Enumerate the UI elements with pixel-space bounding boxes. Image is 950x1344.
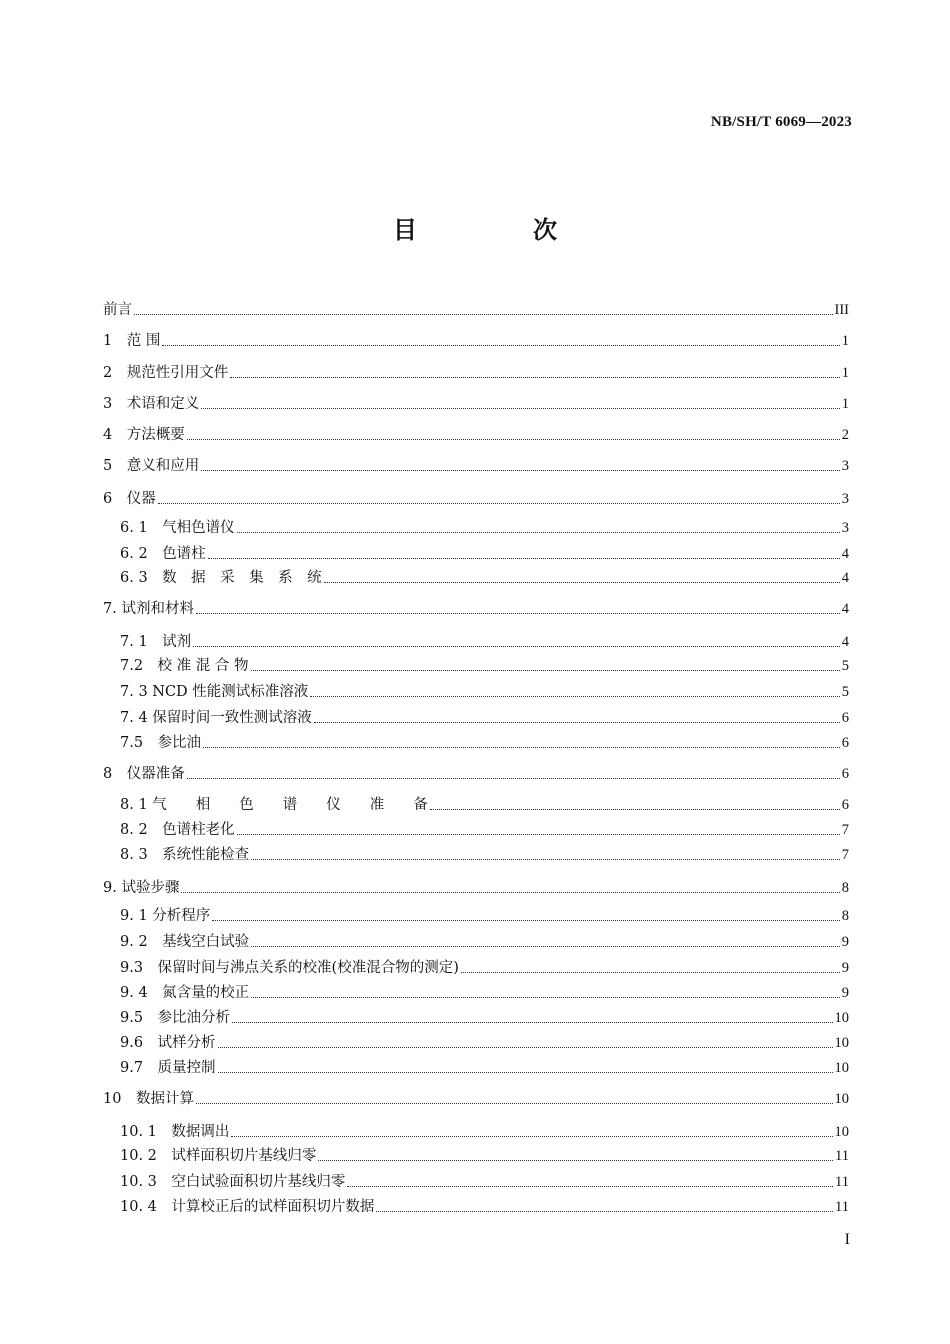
- toc-entry-page: 10: [834, 1060, 849, 1076]
- toc-entry-label: 2 规范性引用文件: [103, 365, 229, 381]
- dot-leader: [203, 746, 840, 748]
- toc-entry[interactable]: [120, 1144, 849, 1166]
- toc-entry-page: 6: [841, 735, 849, 751]
- dot-leader: [218, 1046, 833, 1048]
- dot-leader: [231, 1135, 832, 1137]
- toc-entry-label: 7.5 参比油: [120, 735, 202, 751]
- toc-entry-label: 5 意义和应用: [103, 458, 200, 474]
- dot-leader: [208, 557, 840, 559]
- toc-entry-page: 4: [841, 546, 849, 562]
- toc-entry[interactable]: [103, 298, 849, 320]
- dot-leader: [232, 1021, 832, 1023]
- dot-leader: [347, 1185, 833, 1187]
- toc-entry[interactable]: [120, 706, 849, 728]
- dot-leader: [134, 313, 833, 315]
- toc-entry[interactable]: [120, 981, 849, 1003]
- toc-entry-page: 1: [841, 333, 849, 349]
- toc-entry-label: 10. 4 计算校正后的试样面积切片数据: [120, 1199, 375, 1215]
- toc-entry-page: 7: [841, 822, 849, 838]
- toc-entry[interactable]: [120, 1195, 849, 1217]
- toc-entry-label: 8. 1 气 相 色 谱 仪 准 备: [120, 797, 428, 813]
- toc-entry[interactable]: [103, 454, 849, 476]
- toc-entry[interactable]: [120, 566, 849, 588]
- toc-entry-label: 8. 3 系统性能检查: [120, 847, 250, 863]
- toc-entry-page: III: [834, 302, 849, 318]
- toc-entry-label: 前言: [103, 302, 132, 318]
- toc-entry-label: 6. 3 数 据 采 集 系 统: [120, 570, 322, 586]
- toc-entry[interactable]: [120, 904, 849, 926]
- toc-entry-page: 3: [841, 491, 849, 507]
- toc-entry-page: 8: [841, 880, 849, 896]
- toc-entry-label: 10. 3 空白试验面积切片基线归零: [120, 1174, 346, 1190]
- dot-leader: [218, 1071, 833, 1073]
- page-title: 目 次: [393, 216, 603, 244]
- dot-leader: [201, 469, 840, 471]
- dot-leader: [212, 919, 839, 921]
- toc-entry[interactable]: [120, 1031, 849, 1053]
- toc-entry[interactable]: [120, 1056, 849, 1078]
- dot-leader: [158, 502, 840, 504]
- toc-entry-label: 4 方法概要: [103, 427, 185, 443]
- dot-leader: [237, 531, 840, 533]
- dot-leader: [251, 945, 840, 947]
- dot-leader: [314, 721, 840, 723]
- toc-entry-page: 10: [834, 1091, 849, 1107]
- toc-entry-page: 11: [835, 1148, 849, 1164]
- dot-leader: [181, 891, 839, 893]
- toc-entry-label: 9.3 保留时间与沸点关系的校准(校准混合物的测定): [120, 960, 459, 976]
- toc-entry[interactable]: [120, 793, 849, 815]
- dot-leader: [187, 777, 840, 779]
- toc-entry-label: 3 术语和定义: [103, 396, 200, 412]
- dot-leader: [196, 1102, 833, 1104]
- toc-entry-page: 4: [841, 570, 849, 586]
- toc-entry[interactable]: [103, 487, 849, 509]
- dot-leader: [193, 645, 840, 647]
- toc-entry-label: 9. 2 基线空白试验: [120, 934, 250, 950]
- toc-entry-label: 9.6 试样分析: [120, 1035, 216, 1051]
- toc-entry-page: 4: [841, 601, 849, 617]
- toc-entry-label: 9. 4 氮含量的校正: [120, 985, 250, 1001]
- toc-entry-page: 9: [841, 960, 849, 976]
- dot-leader: [251, 996, 840, 998]
- toc-entry-label: 6. 2 色谱柱: [120, 546, 206, 562]
- toc-entry-label: 7.2 校 准 混 合 物: [120, 658, 249, 674]
- toc-entry[interactable]: [120, 516, 849, 538]
- dot-leader: [162, 344, 839, 346]
- standard-code: NB/SH/T 6069—2023: [710, 114, 852, 130]
- toc-entry-label: 9. 试验步骤: [103, 880, 180, 896]
- toc-entry[interactable]: [120, 680, 849, 702]
- toc-entry[interactable]: [120, 956, 849, 978]
- toc-entry-page: 10: [834, 1124, 849, 1140]
- toc-entry-label: 10. 2 试样面积切片基线归零: [120, 1148, 317, 1164]
- dot-leader: [324, 581, 840, 583]
- toc-entry-label: 9.7 质量控制: [120, 1060, 216, 1076]
- toc-entry-label: 6. 1 气相色谱仪: [120, 520, 235, 536]
- toc-entry-page: 11: [835, 1174, 849, 1190]
- toc-entry[interactable]: [103, 762, 849, 784]
- toc-entry[interactable]: [103, 423, 849, 445]
- toc-entry-label: 8. 2 色谱柱老化: [120, 822, 235, 838]
- toc-entry[interactable]: [103, 361, 849, 383]
- toc-entry-page: 10: [834, 1035, 849, 1051]
- toc-entry-label: 9. 1 分析程序: [120, 908, 211, 924]
- dot-leader: [376, 1210, 833, 1212]
- toc-entry[interactable]: [103, 329, 849, 351]
- dot-leader: [310, 695, 839, 697]
- toc-entry-label: 7. 1 试剂: [120, 634, 192, 650]
- toc-entry-page: 9: [841, 985, 849, 1001]
- toc-entry-page: 6: [841, 797, 849, 813]
- dot-leader: [430, 808, 840, 810]
- toc-entry[interactable]: [120, 542, 849, 564]
- dot-leader: [201, 407, 840, 409]
- toc-entry-label: 7. 3 NCD 性能测试标准溶液: [120, 684, 309, 700]
- toc-entry-page: 6: [841, 710, 849, 726]
- toc-entry-page: 6: [841, 766, 849, 782]
- toc-entry-label: 6 仪器: [103, 491, 156, 507]
- toc-entry-page: 2: [841, 427, 849, 443]
- toc-entry-page: 5: [841, 684, 849, 700]
- toc-entry[interactable]: [120, 654, 849, 676]
- toc-entry-page: 4: [841, 634, 849, 650]
- toc-entry[interactable]: [103, 597, 849, 619]
- toc-entry-page: 11: [835, 1199, 849, 1215]
- toc-entry-page: 5: [841, 658, 849, 674]
- toc-entry-label: 1 范 围: [103, 333, 161, 349]
- dot-leader: [318, 1159, 833, 1161]
- toc-entry-page: 1: [841, 365, 849, 381]
- toc-entry[interactable]: [120, 843, 849, 865]
- dot-leader: [461, 971, 840, 973]
- toc-entry-page: 10: [834, 1010, 849, 1026]
- dot-leader: [251, 669, 840, 671]
- dot-leader: [230, 376, 840, 378]
- toc-entry-label: 10. 1 数据调出: [120, 1124, 230, 1140]
- page-number: I: [844, 1231, 850, 1248]
- toc-entry[interactable]: [120, 731, 849, 753]
- dot-leader: [237, 833, 840, 835]
- toc-entry[interactable]: [120, 1170, 849, 1192]
- toc-entry-page: 3: [841, 520, 849, 536]
- toc-entry-page: 9: [841, 934, 849, 950]
- toc-entry-label: 8 仪器准备: [103, 766, 185, 782]
- dot-leader: [187, 438, 840, 440]
- toc-entry-label: 10 数据计算: [103, 1091, 194, 1107]
- toc-entry[interactable]: [103, 392, 849, 414]
- toc-entry[interactable]: [120, 1120, 849, 1142]
- toc-entry[interactable]: [103, 1087, 849, 1109]
- toc-entry-page: 8: [841, 908, 849, 924]
- toc-entry-label: 9.5 参比油分析: [120, 1010, 231, 1026]
- toc-entry[interactable]: [120, 818, 849, 840]
- toc-entry[interactable]: [120, 930, 849, 952]
- toc-entry[interactable]: [120, 1006, 849, 1028]
- dot-leader: [251, 858, 840, 860]
- toc-entry-label: 7. 4 保留时间一致性测试溶液: [120, 710, 312, 726]
- dot-leader: [196, 612, 840, 614]
- toc-entry-label: 7. 试剂和材料: [103, 601, 194, 617]
- toc-entry[interactable]: [103, 876, 849, 898]
- toc-entry-page: 3: [841, 458, 849, 474]
- toc-entry-page: 7: [841, 847, 849, 863]
- toc-entry[interactable]: [120, 630, 849, 652]
- toc-entry-page: 1: [841, 396, 849, 412]
